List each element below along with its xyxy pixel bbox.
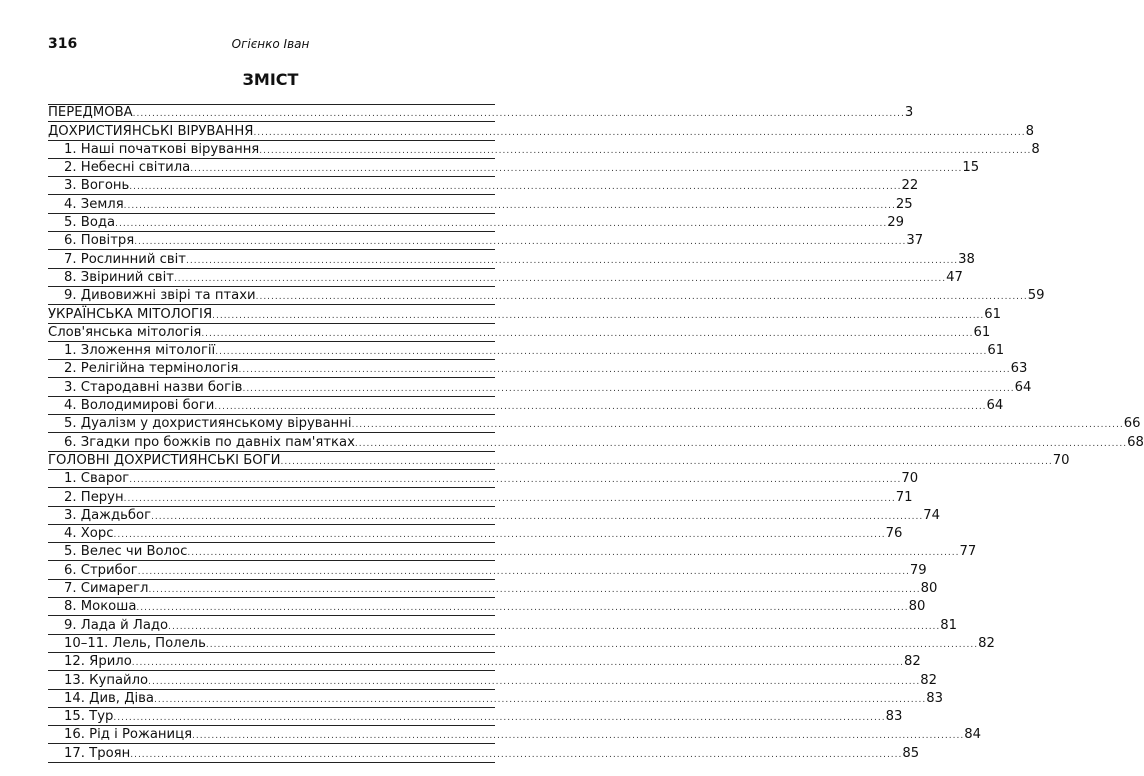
toc-leader-dots: ........................................................................................................................................................................................................ [192,731,965,742]
toc-leader-dots: ........................................................................................................................................................................................................ [151,511,924,522]
toc-entry-page: 8 [1025,123,1034,139]
toc-entry [48,397,1004,415]
toc-entry [48,488,913,506]
toc-entry [48,250,975,268]
toc-entry-label: 5. Дуалізм у дохристиянському віруванні [64,416,352,432]
page-header [48,36,493,54]
toc-entry-label: УКРАЇНСЬКА МІТОЛОГІЯ [48,306,213,322]
toc-leader-dots: ........................................................................................................................................................................................................ [255,292,1028,303]
toc-leader-dots: ........................................................................................................................................................................................................ [113,530,886,541]
toc-entry-label: 1. Сварог [64,471,130,487]
toc-entry-label: 5. Велес чи Волос [64,544,188,560]
toc-entry-label: 5. Вода [64,215,116,231]
toc-leader-dots: ........................................................................................................................................................................................................ [168,621,941,632]
toc-entry-label: 2. Релігійна термінологія [64,361,239,377]
toc-entry [48,324,991,342]
toc-entry-label: 6. Стрибог [64,562,138,578]
toc-entry [48,635,995,653]
toc-entry-page: 80 [908,599,926,615]
toc-leader-dots: ........................................................................................................................................................................................................ [215,347,988,358]
toc-leader-dots: ........................................................................................................................................................................................................ [173,273,947,284]
toc-entry-page: 68 [1127,434,1144,450]
toc-entry [48,561,927,579]
toc-entry [48,415,1141,433]
toc-entry-label: 2. Небесні світила [64,160,191,176]
toc-entry-label: 9. Лада й Ладо [64,617,169,633]
toc-leader-dots: ........................................................................................................................................................................................................ [154,694,927,705]
toc-entry-page: 71 [895,489,913,505]
toc-leader-dots: ........................................................................................................................................................................................................ [148,676,921,687]
toc-entry-page: 76 [885,526,903,542]
toc-leader-dots: ........................................................................................................................................................................................................ [351,420,1124,431]
toc-entry [48,543,977,561]
toc-entry-label: 16. Рід і Рожаниця [64,727,193,743]
toc-entry [48,653,921,671]
toc-leader-dots: ........................................................................................................................................................................................................ [129,182,902,193]
toc-leader-dots: ........................................................................................................................................................................................................ [134,237,907,248]
toc-entry-label: 3. Стародавні назви богів [64,379,243,395]
toc-entry-label: 7. Рослинний світ [64,251,186,267]
toc-entry-label: 6. Згадки про божків по давніх пам'ятках [64,434,355,450]
toc-entry-label: 1. Наші початкові вірування [64,141,260,157]
toc-entry [48,269,963,287]
toc-leader-dots: ........................................................................................................................................................................................................ [187,548,960,559]
toc-entry-label: 8. Звіриний світ [64,269,174,285]
toc-leader-dots: ........................................................................................................................................................................................................ [131,658,904,669]
toc-entry-label: 10–11. Лель, Полель [64,635,206,651]
toc-entry-page: 79 [909,562,927,578]
toc-entry [48,232,924,250]
toc-leader-dots: ........................................................................................................................................................................................................ [238,365,1011,376]
toc-entry [48,507,941,525]
toc-entry [48,195,913,213]
toc-entry [48,159,980,177]
toc-leader-dots: ........................................................................................................................................................................................................ [212,310,985,321]
toc-entry [48,104,914,122]
toc-leader-dots: ........................................................................................................................................................................................................ [280,456,1053,467]
toc-leader-dots: ........................................................................................................................................................................................................ [137,566,910,577]
toc-leader-dots: ........................................................................................................................................................................................................ [123,493,896,504]
toc-entry-page: 77 [959,544,977,560]
toc-entry [48,452,1070,470]
toc-entry-page: 59 [1027,288,1045,304]
toc-entry-label: 14. Див, Діва [64,690,155,706]
toc-entry-page: 61 [973,324,991,340]
toc-entry-page: 84 [964,727,981,743]
toc-entry [48,580,938,598]
toc-entry-page: 8 [1031,141,1040,157]
toc-entry-page: 83 [885,709,903,725]
toc-entry-label: 9. Дивовижні звірі та птахи [64,288,256,304]
toc-leader-dots: ........................................................................................................................................................................................................ [253,127,1026,138]
toc-entry-page: 22 [901,178,919,194]
toc-entry-label: 12. Ярило [64,654,132,670]
toc-entry-page: 3 [904,105,914,121]
toc-leader-dots: ........................................................................................................................................................................................................ [123,200,896,211]
toc-entry-page: 66 [1123,416,1141,432]
toc-entry-page: 61 [987,343,1005,359]
toc-entry [48,525,903,543]
toc-entry [48,433,1144,451]
toc-entry-label: 7. Симарегл [64,581,149,597]
toc-entry-label: ПЕРЕДМОВА [48,105,133,121]
toc-entry-page: 80 [920,581,938,597]
toc-entry-label: 3. Вогонь [64,178,130,194]
toc-entry-label: 4. Земля [64,196,124,212]
toc-leader-dots: ........................................................................................................................................................................................................ [148,585,921,596]
toc-entry-page: 25 [895,196,913,212]
toc-entry-label: ДОХРИСТИЯНСЬКІ ВІРУВАННЯ [48,123,254,139]
toc-entry-label: 3. Даждьбог [64,507,152,523]
toc-leader-dots: ........................................................................................................................................................................................................ [214,402,987,413]
toc-entry [48,470,919,488]
toc-entry-page: 83 [926,690,943,706]
toc-entry-page: 82 [920,672,938,688]
toc-entry [48,141,1040,159]
toc-entry [48,690,943,708]
toc-entry-label: 13. Купайло [64,672,149,688]
toc-title: ЗМІСТ [242,70,299,89]
toc-entry-page: 70 [1052,452,1070,468]
toc-entry [48,305,1002,323]
page-number: 316 [48,36,78,52]
toc-entry-label: 17. Троян [64,745,131,761]
toc-entry [48,726,981,744]
toc-entry-page: 29 [887,215,905,231]
table-of-contents [48,104,1144,763]
toc-entry-page: 47 [946,269,963,285]
toc-leader-dots: ........................................................................................................................................................................................................ [129,475,902,486]
toc-entry-label: Слов'янська мітологія [48,324,202,340]
toc-entry-page: 70 [901,471,919,487]
toc-entry-page: 64 [1014,379,1032,395]
toc-entry [48,214,905,232]
toc-leader-dots: ........................................................................................................................................................................................................ [201,328,974,339]
toc-entry-page: 61 [984,306,1002,322]
toc-entry-label: 1. Зложення мітології [64,343,216,359]
toc-entry-page: 38 [958,251,975,267]
toc-entry-label: 15. Тур [64,709,114,725]
toc-leader-dots: ........................................................................................................................................................................................................ [205,639,979,650]
toc-entry-label: 2. Перун [64,489,124,505]
toc-leader-dots: ........................................................................................................................................................................................................ [113,713,886,724]
toc-entry-page: 37 [906,233,924,249]
toc-entry [48,287,1045,305]
toc-entry [48,708,903,726]
toc-entry-label: ГОЛОВНІ ДОХРИСТИЯНСЬКІ БОГИ [48,452,281,468]
toc-entry-label: 8. Мокоша [64,599,137,615]
toc-leader-dots: ........................................................................................................................................................................................................ [136,603,909,614]
toc-entry-page: 81 [940,617,958,633]
toc-entry-page: 82 [978,635,995,651]
toc-leader-dots: ........................................................................................................................................................................................................ [190,164,963,175]
toc-leader-dots: ........................................................................................................................................................................................................ [354,438,1128,449]
toc-entry [48,616,958,634]
toc-entry-page: 64 [986,398,1004,414]
toc-entry-page: 15 [962,160,980,176]
toc-entry [48,671,938,689]
running-head: Огієнко Іван [231,37,310,51]
toc-entry-page: 82 [903,654,921,670]
toc-entry [48,744,920,762]
toc-leader-dots: ........................................................................................................................................................................................................ [242,383,1015,394]
toc-leader-dots: ........................................................................................................................................................................................................ [130,749,903,760]
toc-entry-label: 6. Повітря [64,233,135,249]
toc-leader-dots: ........................................................................................................................................................................................................ [186,255,959,266]
toc-entry-label: 4. Володимирові боги [64,398,215,414]
toc-entry [48,177,919,195]
toc-entry [48,598,926,616]
toc-entry-page: 85 [902,745,920,761]
toc-leader-dots: ........................................................................................................................................................................................................ [259,145,1032,156]
toc-entry-page: 63 [1010,361,1028,377]
toc-leader-dots: ........................................................................................................................................................................................................ [132,109,905,120]
toc-leader-dots: ........................................................................................................................................................................................................ [115,219,888,230]
toc-entry [48,122,1034,140]
toc-entry [48,360,1028,378]
toc-entry [48,378,1032,396]
toc-entry [48,342,1005,360]
toc-entry-page: 74 [923,507,941,523]
toc-entry-label: 4. Хорс [64,526,114,542]
